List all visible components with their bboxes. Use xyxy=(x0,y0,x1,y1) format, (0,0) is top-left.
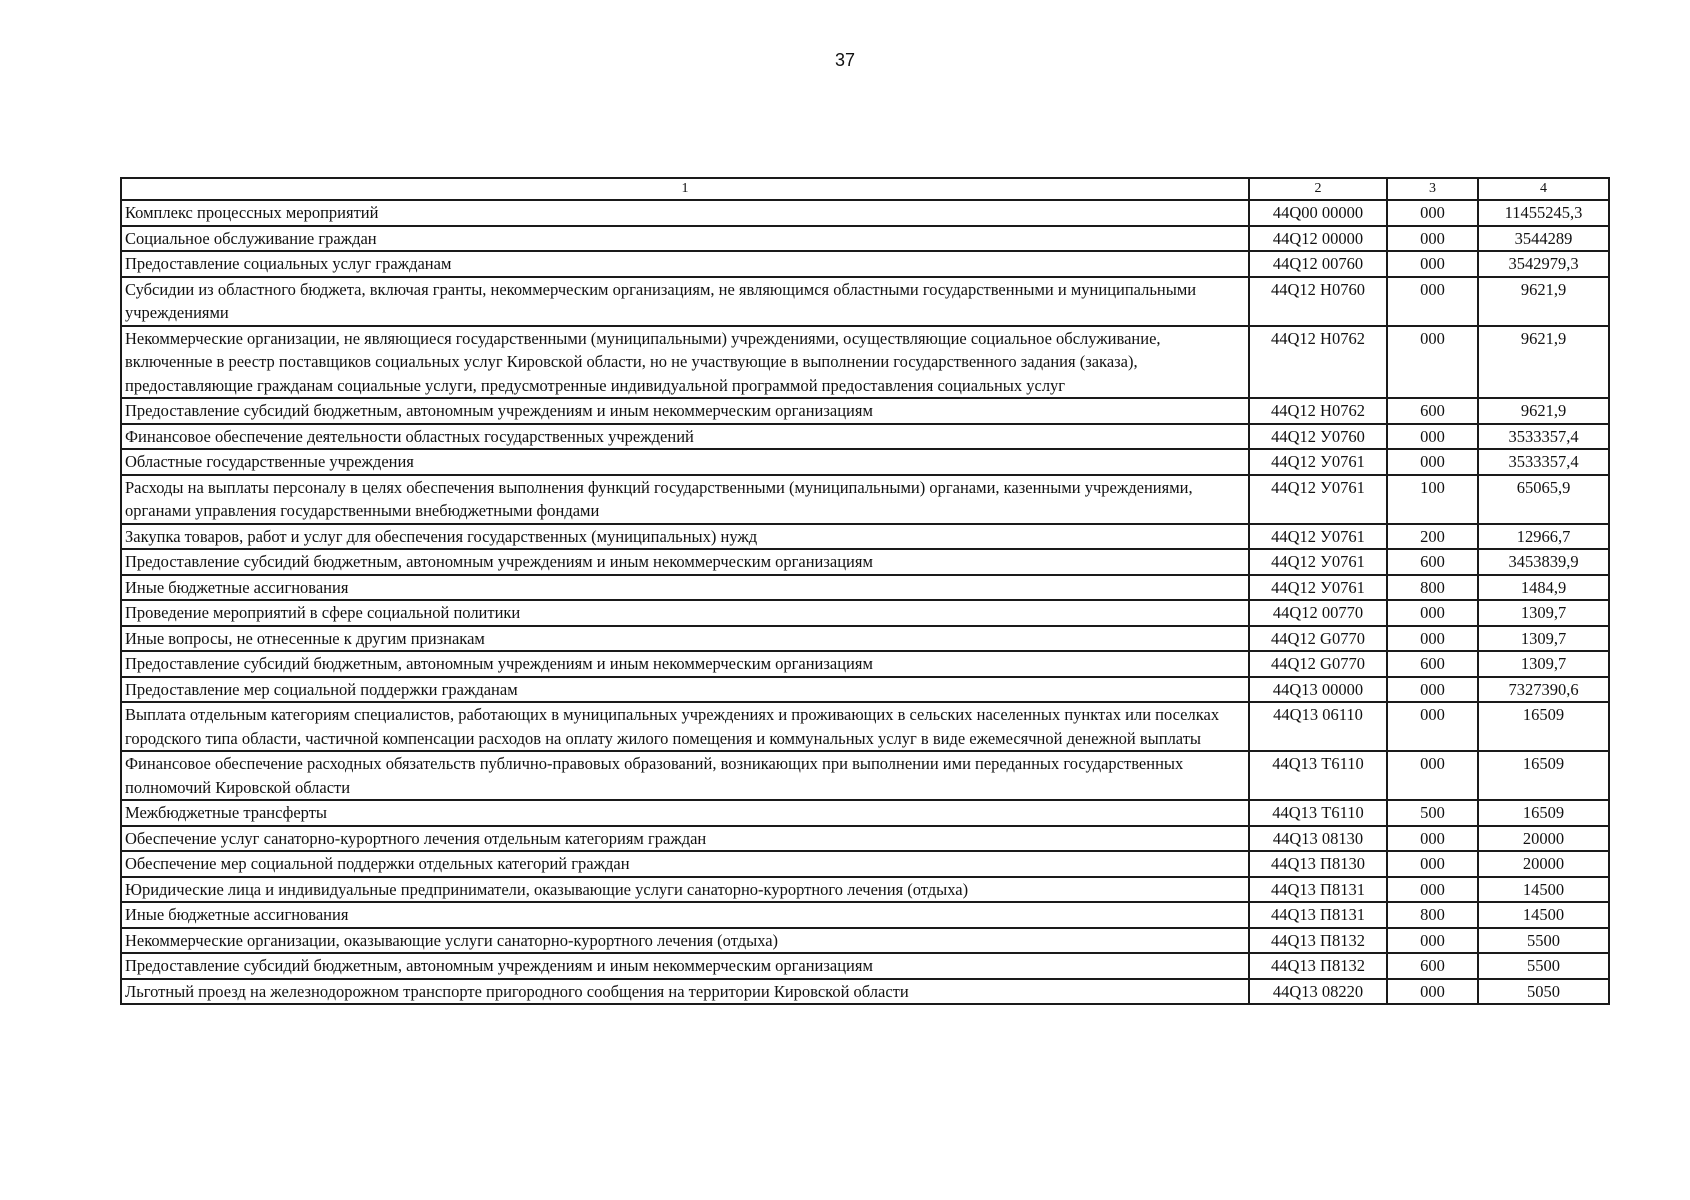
cell-amount: 20000 xyxy=(1478,826,1609,852)
cell-code: 44Q13 08220 xyxy=(1249,979,1387,1005)
cell-name: Обеспечение мер социальной поддержки отдельных категорий граждан xyxy=(121,851,1249,877)
cell-name: Предоставление субсидий бюджетным, автономным учреждениям и иным некоммерческим организациям xyxy=(121,398,1249,424)
cell-expense-type: 000 xyxy=(1387,600,1478,626)
cell-code: 44Q12 H0760 xyxy=(1249,277,1387,326)
cell-amount: 14500 xyxy=(1478,902,1609,928)
cell-code: 44Q13 00000 xyxy=(1249,677,1387,703)
cell-expense-type: 000 xyxy=(1387,928,1478,954)
cell-code: 44Q12 У0760 xyxy=(1249,424,1387,450)
cell-expense-type: 000 xyxy=(1387,677,1478,703)
cell-code: 44Q13 П8132 xyxy=(1249,953,1387,979)
cell-expense-type: 000 xyxy=(1387,751,1478,800)
column-header-code: 2 xyxy=(1249,178,1387,200)
table-row xyxy=(121,277,1609,326)
cell-expense-type: 000 xyxy=(1387,251,1478,277)
cell-code: 44Q13 П8131 xyxy=(1249,902,1387,928)
cell-name: Предоставление субсидий бюджетным, автономным учреждениям и иным некоммерческим организациям xyxy=(121,953,1249,979)
cell-amount: 14500 xyxy=(1478,877,1609,903)
cell-name: Иные бюджетные ассигнования xyxy=(121,575,1249,601)
cell-name: Закупка товаров, работ и услуг для обеспечения государственных (муниципальных) нужд xyxy=(121,524,1249,550)
cell-code: 44Q13 Т6110 xyxy=(1249,800,1387,826)
cell-code: 44Q12 00760 xyxy=(1249,251,1387,277)
cell-amount: 1309,7 xyxy=(1478,651,1609,677)
cell-name: Расходы на выплаты персоналу в целях обеспечения выполнения функций государственными (муниципальными) органами, казенными учреждениями, органами управления государственными внебюджетными фондами xyxy=(121,475,1249,524)
cell-amount: 20000 xyxy=(1478,851,1609,877)
table-body xyxy=(121,200,1609,1004)
table-row xyxy=(121,575,1609,601)
cell-amount: 7327390,6 xyxy=(1478,677,1609,703)
cell-code: 44Q13 П8130 xyxy=(1249,851,1387,877)
cell-expense-type: 000 xyxy=(1387,424,1478,450)
cell-amount: 5500 xyxy=(1478,928,1609,954)
cell-amount: 5050 xyxy=(1478,979,1609,1005)
cell-name: Юридические лица и индивидуальные предприниматели, оказывающие услуги санаторно-курортного лечения (отдыха) xyxy=(121,877,1249,903)
cell-amount: 12966,7 xyxy=(1478,524,1609,550)
cell-amount: 1309,7 xyxy=(1478,600,1609,626)
table-row xyxy=(121,902,1609,928)
cell-name: Некоммерческие организации, оказывающие услуги санаторно-курортного лечения (отдыха) xyxy=(121,928,1249,954)
cell-code: 44Q12 G0770 xyxy=(1249,626,1387,652)
cell-expense-type: 000 xyxy=(1387,979,1478,1005)
column-header-amount: 4 xyxy=(1478,178,1609,200)
table-row xyxy=(121,449,1609,475)
cell-amount: 11455245,3 xyxy=(1478,200,1609,226)
cell-expense-type: 600 xyxy=(1387,398,1478,424)
table-row xyxy=(121,928,1609,954)
cell-name: Финансовое обеспечение деятельности областных государственных учреждений xyxy=(121,424,1249,450)
cell-amount: 5500 xyxy=(1478,953,1609,979)
cell-code: 44Q12 H0762 xyxy=(1249,326,1387,399)
cell-amount: 65065,9 xyxy=(1478,475,1609,524)
column-header-type: 3 xyxy=(1387,178,1478,200)
cell-amount: 9621,9 xyxy=(1478,398,1609,424)
cell-amount: 16509 xyxy=(1478,751,1609,800)
table-row xyxy=(121,800,1609,826)
cell-name: Субсидии из областного бюджета, включая гранты, некоммерческим организациям, не являющимся областными государственными и муниципальными учреждениями xyxy=(121,277,1249,326)
cell-name: Льготный проезд на железнодорожном транспорте пригородного сообщения на территории Кировской области xyxy=(121,979,1249,1005)
budget-table xyxy=(120,177,1610,1005)
table-row xyxy=(121,651,1609,677)
cell-expense-type: 000 xyxy=(1387,449,1478,475)
cell-code: 44Q13 Т6110 xyxy=(1249,751,1387,800)
cell-code: 44Q13 06110 xyxy=(1249,702,1387,751)
cell-amount: 16509 xyxy=(1478,702,1609,751)
page-number: 37 xyxy=(834,50,856,70)
cell-expense-type: 000 xyxy=(1387,826,1478,852)
table-row xyxy=(121,626,1609,652)
cell-code: 44Q12 00770 xyxy=(1249,600,1387,626)
cell-name: Социальное обслуживание граждан xyxy=(121,226,1249,252)
cell-name: Иные вопросы, не отнесенные к другим признакам xyxy=(121,626,1249,652)
table-row xyxy=(121,424,1609,450)
header-row xyxy=(121,178,1609,200)
table-row xyxy=(121,877,1609,903)
table-row xyxy=(121,979,1609,1005)
column-header-name: 1 xyxy=(121,178,1249,200)
cell-expense-type: 800 xyxy=(1387,575,1478,601)
cell-name: Комплекс процессных мероприятий xyxy=(121,200,1249,226)
cell-expense-type: 500 xyxy=(1387,800,1478,826)
table-row xyxy=(121,677,1609,703)
cell-amount: 1484,9 xyxy=(1478,575,1609,601)
cell-amount: 3533357,4 xyxy=(1478,424,1609,450)
table-row xyxy=(121,226,1609,252)
cell-name: Обеспечение услуг санаторно-курортного лечения отдельным категориям граждан xyxy=(121,826,1249,852)
table-row xyxy=(121,600,1609,626)
cell-name: Проведение мероприятий в сфере социальной политики xyxy=(121,600,1249,626)
cell-amount: 3453839,9 xyxy=(1478,549,1609,575)
cell-name: Предоставление социальных услуг гражданам xyxy=(121,251,1249,277)
cell-expense-type: 100 xyxy=(1387,475,1478,524)
table-row xyxy=(121,524,1609,550)
cell-code: 44Q12 H0762 xyxy=(1249,398,1387,424)
cell-code: 44Q12 У0761 xyxy=(1249,524,1387,550)
cell-name: Предоставление субсидий бюджетным, автономным учреждениям и иным некоммерческим организациям xyxy=(121,549,1249,575)
table-row xyxy=(121,326,1609,399)
cell-expense-type: 000 xyxy=(1387,626,1478,652)
cell-expense-type: 000 xyxy=(1387,877,1478,903)
cell-code: 44Q12 У0761 xyxy=(1249,475,1387,524)
table-row xyxy=(121,751,1609,800)
cell-code: 44Q13 П8132 xyxy=(1249,928,1387,954)
cell-amount: 16509 xyxy=(1478,800,1609,826)
table-row xyxy=(121,475,1609,524)
cell-name: Иные бюджетные ассигнования xyxy=(121,902,1249,928)
cell-name: Областные государственные учреждения xyxy=(121,449,1249,475)
cell-code: 44Q13 08130 xyxy=(1249,826,1387,852)
cell-expense-type: 000 xyxy=(1387,851,1478,877)
cell-code: 44Q12 00000 xyxy=(1249,226,1387,252)
cell-expense-type: 000 xyxy=(1387,200,1478,226)
cell-expense-type: 000 xyxy=(1387,702,1478,751)
table-row xyxy=(121,251,1609,277)
table-row xyxy=(121,953,1609,979)
cell-amount: 3533357,4 xyxy=(1478,449,1609,475)
cell-name: Межбюджетные трансферты xyxy=(121,800,1249,826)
cell-expense-type: 000 xyxy=(1387,277,1478,326)
table-row xyxy=(121,398,1609,424)
cell-amount: 3544289 xyxy=(1478,226,1609,252)
table-row xyxy=(121,200,1609,226)
cell-name: Некоммерческие организации, не являющиеся государственными (муниципальными) учреждениями, осуществляющие социальное обслуживание, включенные в реестр поставщиков социальных услуг Кировской области, но не участвующие в выполнении государственного задания (заказа), предоставляющие гражданам социальные услуги, предусмотренные индивидуальной программой предоставления социальных услуг xyxy=(121,326,1249,399)
cell-name: Предоставление субсидий бюджетным, автономным учреждениям и иным некоммерческим организациям xyxy=(121,651,1249,677)
cell-expense-type: 600 xyxy=(1387,953,1478,979)
cell-name: Предоставление мер социальной поддержки гражданам xyxy=(121,677,1249,703)
table-row xyxy=(121,549,1609,575)
cell-amount: 9621,9 xyxy=(1478,277,1609,326)
cell-amount: 1309,7 xyxy=(1478,626,1609,652)
cell-name: Выплата отдельным категориям специалистов, работающих в муниципальных учреждениях и проживающих в сельских населенных пунктах или поселках городского типа области, частичной компенсации расходов на оплату жилого помещения и коммунальных услуг в виде ежемесячной денежной выплаты xyxy=(121,702,1249,751)
cell-code: 44Q12 У0761 xyxy=(1249,549,1387,575)
table-row xyxy=(121,702,1609,751)
cell-expense-type: 800 xyxy=(1387,902,1478,928)
table-row xyxy=(121,851,1609,877)
table-row xyxy=(121,826,1609,852)
cell-name: Финансовое обеспечение расходных обязательств публично-правовых образований, возникающих при выполнении ими переданных государственных полномочий Кировской области xyxy=(121,751,1249,800)
cell-code: 44Q00 00000 xyxy=(1249,200,1387,226)
cell-amount: 9621,9 xyxy=(1478,326,1609,399)
cell-code: 44Q12 У0761 xyxy=(1249,575,1387,601)
cell-expense-type: 200 xyxy=(1387,524,1478,550)
cell-expense-type: 000 xyxy=(1387,226,1478,252)
cell-expense-type: 600 xyxy=(1387,651,1478,677)
cell-expense-type: 600 xyxy=(1387,549,1478,575)
cell-amount: 3542979,3 xyxy=(1478,251,1609,277)
cell-code: 44Q13 П8131 xyxy=(1249,877,1387,903)
cell-code: 44Q12 У0761 xyxy=(1249,449,1387,475)
cell-expense-type: 000 xyxy=(1387,326,1478,399)
cell-code: 44Q12 G0770 xyxy=(1249,651,1387,677)
